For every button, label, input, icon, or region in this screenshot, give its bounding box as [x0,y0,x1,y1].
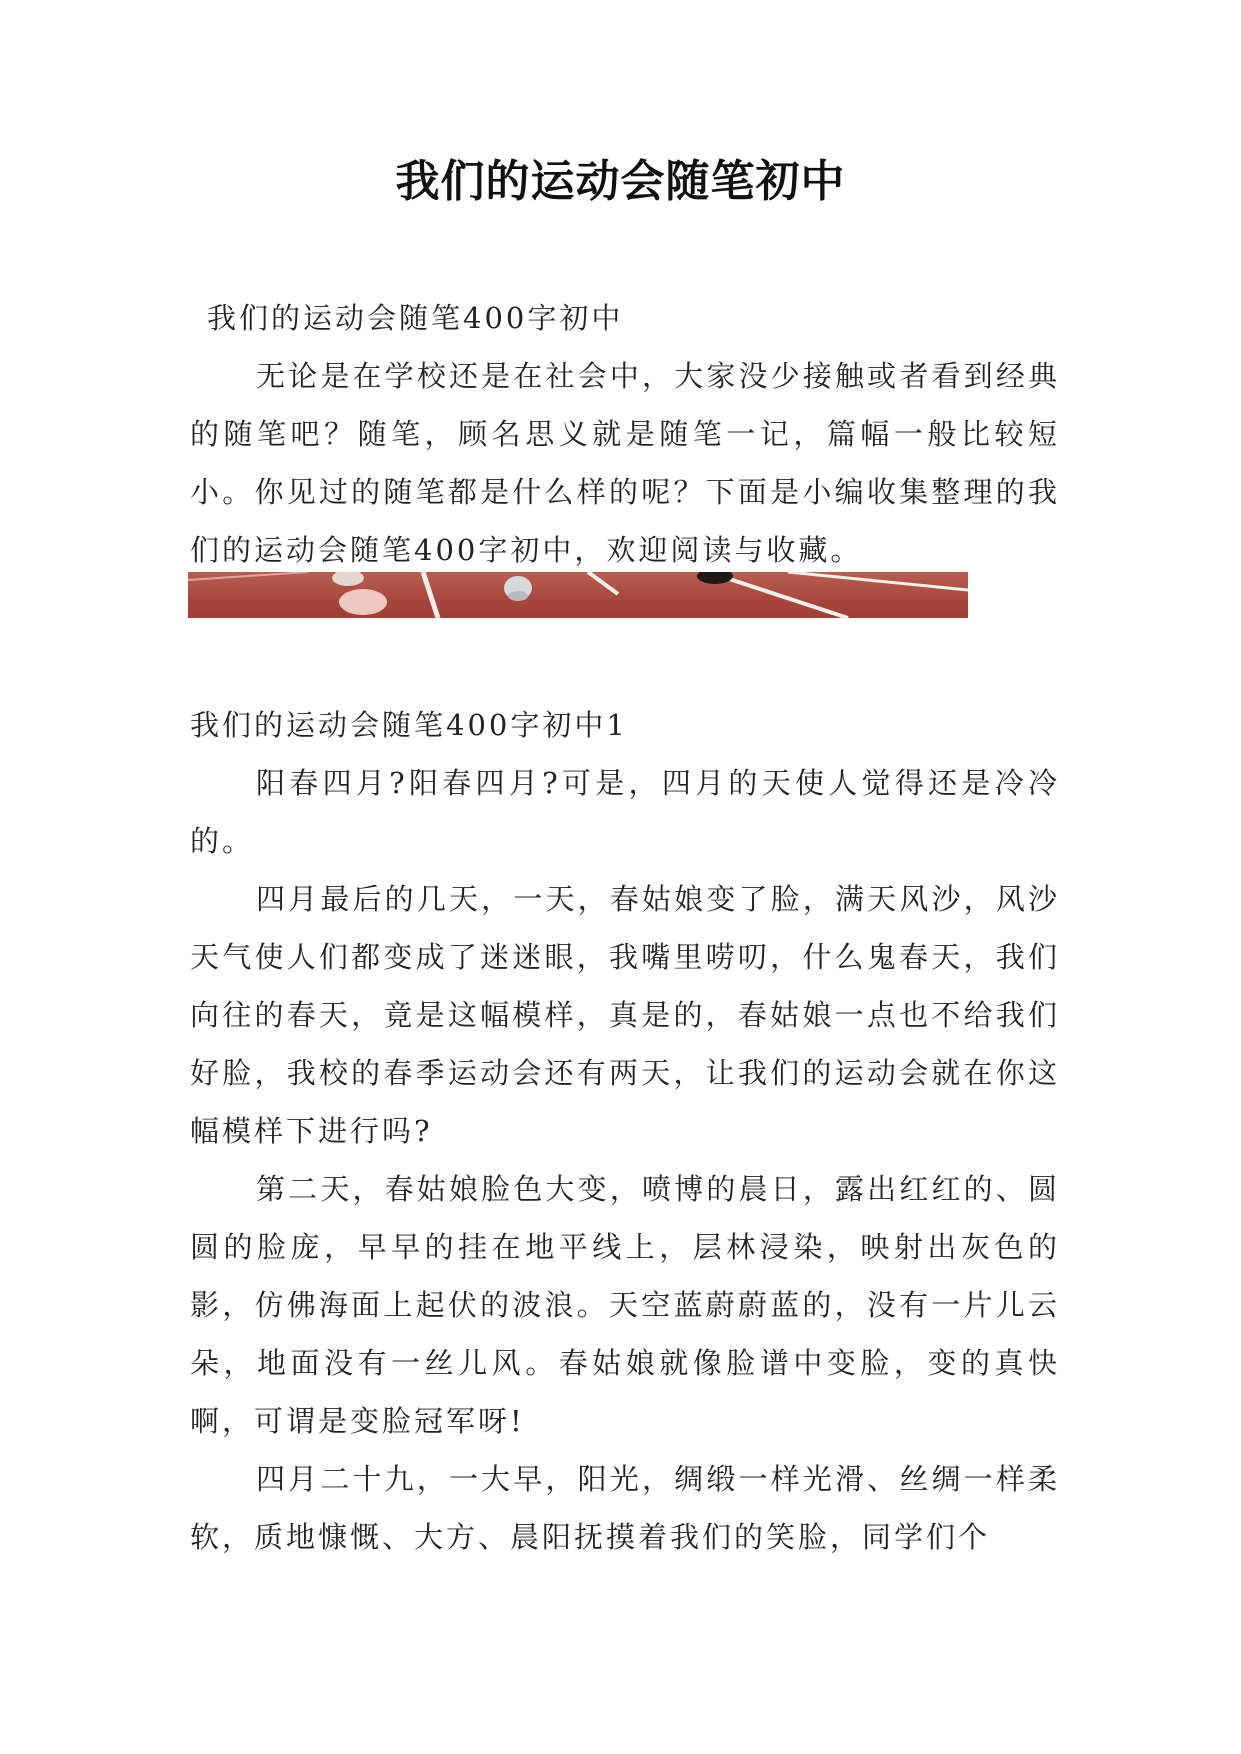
intro-section [190,289,1060,579]
runner-shoe-shape [339,589,387,615]
paragraph: 第二天，春姑娘脸色大变，喷博的晨日，露出红红的、圆圆的脸庞，早早的挂在地平线上，层林浸染，映射出灰色的影，仿佛海面上起伏的波浪。天空蓝蔚蔚蓝的，没有一片儿云朵，地面没有一丝儿风。春姑娘就像脸谱中变脸，变的真快啊，可谓是变脸冠军呀! [190,1172,1060,1438]
paragraph: 四月二十九，一大早，阳光，绸缎一样光滑、丝绸一样柔软，质地慷慨、大方、晨阳抚摸着我们的笑脸，同学们个 [190,1462,1060,1554]
document-subtitle: 我们的运动会随笔400字初中 [207,301,624,335]
running-track-photo [188,572,968,618]
document-title: 我们的运动会随笔初中 [395,156,846,207]
section-heading: 我们的运动会随笔400字初中1 [190,708,628,742]
main-section [190,696,1060,1566]
paragraph: 四月最后的几天，一天，春姑娘变了脸，满天风沙，风沙天气使人们都变成了迷迷眼，我嘴里唠叨，什么鬼春天，我们向往的春天，竟是这幅模样，真是的，春姑娘一点也不给我们好脸，我校的春季运动会还有两天，让我们的运动会就在你这幅模样下进行吗? [190,882,1060,1148]
paragraph: 阳春四月?阳春四月?可是，四月的天使人觉得还是冷冷的。 [190,766,1060,858]
intro-paragraph: 无论是在学校还是在社会中，大家没少接触或者看到经典的随笔吧？随笔，顾名思义就是随笔一记，篇幅一般比较短小。你见过的随笔都是什么样的呢？下面是小编收集整理的我们的运动会随笔400字初中，欢迎阅读与收藏。 [190,359,1060,567]
running-track-illustration [188,572,968,618]
runner-shoe-shape [697,572,733,584]
